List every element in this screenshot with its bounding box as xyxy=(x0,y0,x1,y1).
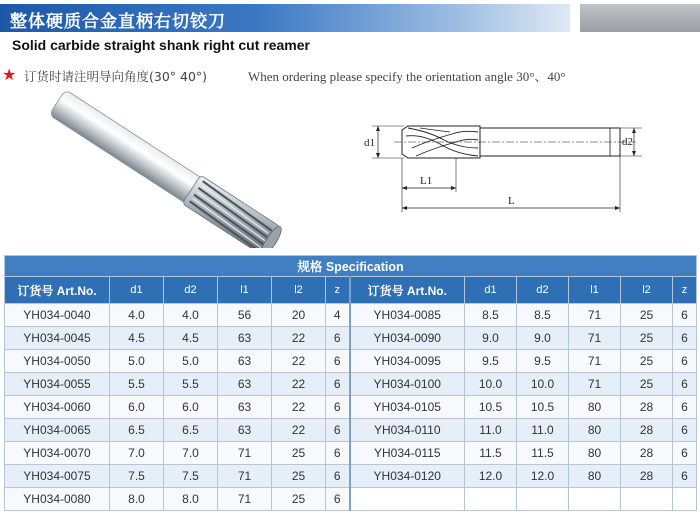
left-l1-cell: 71 xyxy=(218,488,272,511)
header-order-no-left: 订货号 Art.No. xyxy=(5,277,110,304)
right-l2-cell: 25 xyxy=(621,327,673,350)
left-l2-cell: 25 xyxy=(272,442,326,465)
table-row xyxy=(5,442,697,465)
left-l1-cell: 63 xyxy=(218,373,272,396)
header-l1-right: l1 xyxy=(569,277,621,304)
header-d1-left: d1 xyxy=(110,277,164,304)
left-order_no-cell: YH034-0060 xyxy=(5,396,110,419)
header-l2-right: l2 xyxy=(621,277,673,304)
table-header-row xyxy=(5,277,697,304)
left-l2-cell: 22 xyxy=(272,396,326,419)
left-z-cell: 6 xyxy=(326,350,350,373)
right-d1-cell: 11.5 xyxy=(465,442,517,465)
right-order_no-cell: YH034-0120 xyxy=(350,465,465,488)
right-z-cell: 6 xyxy=(673,304,697,327)
table-row xyxy=(5,419,697,442)
header-z-left: z xyxy=(326,277,350,304)
left-l2-cell: 22 xyxy=(272,327,326,350)
left-l2-cell: 25 xyxy=(272,465,326,488)
left-order_no-cell: YH034-0050 xyxy=(5,350,110,373)
header-d2-right: d2 xyxy=(517,277,569,304)
left-l1-cell: 56 xyxy=(218,304,272,327)
left-d1-cell: 7.0 xyxy=(110,442,164,465)
left-d1-cell: 6.5 xyxy=(110,419,164,442)
l-label: L xyxy=(508,195,515,207)
left-z-cell: 6 xyxy=(326,396,350,419)
spec-table xyxy=(4,255,697,511)
table-caption: 规格 Specification xyxy=(5,256,697,277)
right-d1-cell: 9.5 xyxy=(465,350,517,373)
table-row xyxy=(5,465,697,488)
right-l2-cell: 28 xyxy=(621,419,673,442)
right-d1-cell: 11.0 xyxy=(465,419,517,442)
left-order_no-cell: YH034-0055 xyxy=(5,373,110,396)
left-d1-cell: 6.0 xyxy=(110,396,164,419)
left-l2-cell: 22 xyxy=(272,350,326,373)
right-d2-cell: 9.5 xyxy=(517,350,569,373)
right-l1-cell: 71 xyxy=(569,304,621,327)
right-order_no-cell: YH034-0095 xyxy=(350,350,465,373)
left-d1-cell: 8.0 xyxy=(110,488,164,511)
right-l1-cell: 71 xyxy=(569,327,621,350)
order-note-en: When ordering please specify the orientation angle 30°、40° xyxy=(248,69,566,84)
d2-label: d2 xyxy=(622,136,633,148)
header-d2-left: d2 xyxy=(164,277,218,304)
left-order_no-cell: YH034-0045 xyxy=(5,327,110,350)
header-order-no-right: 订货号 Art.No. xyxy=(350,277,465,304)
right-l1-cell: 71 xyxy=(569,350,621,373)
d1-label: d1 xyxy=(364,137,375,149)
right-z-cell: 6 xyxy=(673,419,697,442)
left-l1-cell: 63 xyxy=(218,327,272,350)
left-l2-cell: 22 xyxy=(272,419,326,442)
right-order_no-cell xyxy=(350,488,465,511)
left-l2-cell: 20 xyxy=(272,304,326,327)
left-d2-cell: 7.0 xyxy=(164,442,218,465)
right-d1-cell: 8.5 xyxy=(465,304,517,327)
left-z-cell: 6 xyxy=(326,419,350,442)
left-d2-cell: 8.0 xyxy=(164,488,218,511)
right-z-cell: 6 xyxy=(673,350,697,373)
right-l1-cell: 80 xyxy=(569,396,621,419)
right-order_no-cell: YH034-0105 xyxy=(350,396,465,419)
left-order_no-cell: YH034-0075 xyxy=(5,465,110,488)
left-l1-cell: 71 xyxy=(218,442,272,465)
table-body xyxy=(5,304,697,511)
l1-label: L1 xyxy=(420,175,433,187)
right-z-cell: 6 xyxy=(673,442,697,465)
left-order_no-cell: YH034-0070 xyxy=(5,442,110,465)
left-z-cell: 6 xyxy=(326,373,350,396)
table-row xyxy=(5,304,697,327)
order-note-cn: 订货时请注明导向角度(30° 40°) xyxy=(24,69,208,84)
star-icon: ★ xyxy=(2,65,17,84)
left-l1-cell: 63 xyxy=(218,350,272,373)
right-d2-cell: 9.0 xyxy=(517,327,569,350)
left-order_no-cell: YH034-0040 xyxy=(5,304,110,327)
right-d2-cell: 10.0 xyxy=(517,373,569,396)
right-l2-cell: 28 xyxy=(621,396,673,419)
right-d1-cell: 12.0 xyxy=(465,465,517,488)
left-l2-cell: 22 xyxy=(272,373,326,396)
header-l1-left: l1 xyxy=(218,277,272,304)
right-d2-cell: 12.0 xyxy=(517,465,569,488)
reamer-drawing xyxy=(360,118,650,218)
left-d2-cell: 5.5 xyxy=(164,373,218,396)
left-l1-cell: 63 xyxy=(218,419,272,442)
left-l2-cell: 25 xyxy=(272,488,326,511)
left-order_no-cell: YH034-0065 xyxy=(5,419,110,442)
right-l1-cell: 80 xyxy=(569,442,621,465)
left-l1-cell: 71 xyxy=(218,465,272,488)
table-row xyxy=(5,396,697,419)
left-d2-cell: 4.0 xyxy=(164,304,218,327)
page-title-cn: 整体硬质合金直柄右切铰刀 xyxy=(10,12,226,32)
right-order_no-cell: YH034-0110 xyxy=(350,419,465,442)
right-d2-cell: 11.5 xyxy=(517,442,569,465)
right-z-cell: 6 xyxy=(673,396,697,419)
right-d1-cell xyxy=(465,488,517,511)
right-order_no-cell: YH034-0090 xyxy=(350,327,465,350)
right-l2-cell xyxy=(621,488,673,511)
left-z-cell: 6 xyxy=(326,465,350,488)
left-d1-cell: 7.5 xyxy=(110,465,164,488)
right-z-cell: 6 xyxy=(673,465,697,488)
left-d1-cell: 5.0 xyxy=(110,350,164,373)
right-z-cell: 6 xyxy=(673,327,697,350)
right-l1-cell xyxy=(569,488,621,511)
header-l2-left: l2 xyxy=(272,277,326,304)
right-z-cell xyxy=(673,488,697,511)
right-d2-cell: 8.5 xyxy=(517,304,569,327)
title-gray-block xyxy=(580,4,700,32)
header-z-right: z xyxy=(673,277,697,304)
page-title-en: Solid carbide straight shank right cut reamer xyxy=(12,37,310,53)
right-d1-cell: 10.0 xyxy=(465,373,517,396)
right-l1-cell: 71 xyxy=(569,373,621,396)
right-d2-cell: 11.0 xyxy=(517,419,569,442)
table-row xyxy=(5,350,697,373)
table-row xyxy=(5,327,697,350)
right-order_no-cell: YH034-0085 xyxy=(350,304,465,327)
left-d1-cell: 5.5 xyxy=(110,373,164,396)
left-d2-cell: 6.0 xyxy=(164,396,218,419)
right-d1-cell: 9.0 xyxy=(465,327,517,350)
left-l1-cell: 63 xyxy=(218,396,272,419)
left-d1-cell: 4.5 xyxy=(110,327,164,350)
right-l2-cell: 25 xyxy=(621,373,673,396)
right-z-cell: 6 xyxy=(673,373,697,396)
left-d2-cell: 4.5 xyxy=(164,327,218,350)
right-order_no-cell: YH034-0100 xyxy=(350,373,465,396)
right-d2-cell xyxy=(517,488,569,511)
right-l2-cell: 28 xyxy=(621,442,673,465)
right-order_no-cell: YH034-0115 xyxy=(350,442,465,465)
right-d1-cell: 10.5 xyxy=(465,396,517,419)
header-d1-right: d1 xyxy=(465,277,517,304)
left-z-cell: 6 xyxy=(326,327,350,350)
left-order_no-cell: YH034-0080 xyxy=(5,488,110,511)
right-d2-cell: 10.5 xyxy=(517,396,569,419)
right-l1-cell: 80 xyxy=(569,465,621,488)
right-l2-cell: 28 xyxy=(621,465,673,488)
reamer-photo xyxy=(40,88,310,248)
left-d2-cell: 6.5 xyxy=(164,419,218,442)
table-row xyxy=(5,373,697,396)
table-row xyxy=(5,488,697,511)
left-z-cell: 4 xyxy=(326,304,350,327)
left-d1-cell: 4.0 xyxy=(110,304,164,327)
left-d2-cell: 5.0 xyxy=(164,350,218,373)
right-l2-cell: 25 xyxy=(621,350,673,373)
right-l1-cell: 80 xyxy=(569,419,621,442)
left-d2-cell: 7.5 xyxy=(164,465,218,488)
right-l2-cell: 25 xyxy=(621,304,673,327)
left-z-cell: 6 xyxy=(326,488,350,511)
left-z-cell: 6 xyxy=(326,442,350,465)
